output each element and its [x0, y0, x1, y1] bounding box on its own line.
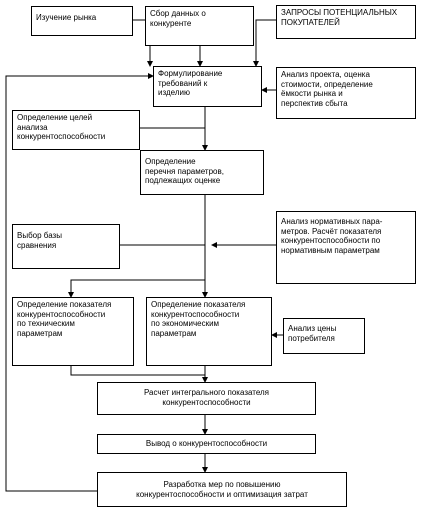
- box-economic-indicator: [146, 297, 272, 366]
- box-technical-indicator: [12, 297, 134, 366]
- box-customer-requests: [276, 5, 416, 39]
- box-parameter-list: [140, 150, 264, 195]
- label-product-requirements: Формулирование требований к изделию: [158, 69, 223, 98]
- label-price-analysis: Анализ цены потребителя: [288, 324, 337, 343]
- label-parameter-list: Определение перечня параметров, подлежащих оценке: [145, 157, 224, 186]
- label-customer-requests: ЗАПРОСЫ ПОТЕНЦИАЛЬНЫХ ПОКУПАТЕЛЕЙ: [281, 8, 398, 27]
- label-market-study: Изучение рынка: [36, 13, 97, 22]
- box-normative-analysis: [276, 211, 416, 284]
- label-analysis-goals: Определение целей анализа конкурентоспособности: [17, 113, 106, 142]
- label-integral-indicator: Расчет интегрального показателя конкурентоспособности: [143, 388, 270, 407]
- box-conclusion: [97, 434, 316, 454]
- label-economic-indicator: Определение показателя конкурентоспособности по экономическим параметрам: [151, 300, 246, 338]
- box-market-study: [31, 6, 133, 36]
- label-technical-indicator: Определение показателя конкурентоспособности по техническим параметрам: [17, 300, 112, 338]
- box-integral-indicator: [97, 382, 316, 415]
- label-improvement-measures: Разработка мер по повышению конкурентоспособности и оптимизация затрат: [136, 480, 308, 499]
- label-normative-analysis: Анализ нормативных пара- метров. Расчёт показателя конкурентоспособности по нормативным параметрам: [281, 217, 383, 255]
- box-project-analysis: [276, 67, 416, 119]
- label-competitor-data: Сбор данных о конкуренте: [150, 9, 206, 28]
- box-analysis-goals: [12, 110, 140, 150]
- box-product-requirements: [153, 66, 262, 107]
- arrow-technical-to-integral: [71, 366, 205, 375]
- box-price-analysis: [283, 318, 365, 354]
- box-improvement-measures: [97, 472, 347, 507]
- arrow-spine-to-technical: [71, 280, 205, 297]
- label-project-analysis: Анализ проекта, оценка стоимости, определение ёмкости рынка и перспектив сбыта: [281, 70, 373, 108]
- box-comparison-base: [12, 224, 120, 269]
- label-comparison-base: Выбор базы сравнения: [17, 231, 62, 250]
- label-conclusion: Вывод о конкурентоспособности: [145, 439, 268, 448]
- arrow-requests-to-requirements: [256, 20, 276, 66]
- box-competitor-data: [145, 6, 254, 46]
